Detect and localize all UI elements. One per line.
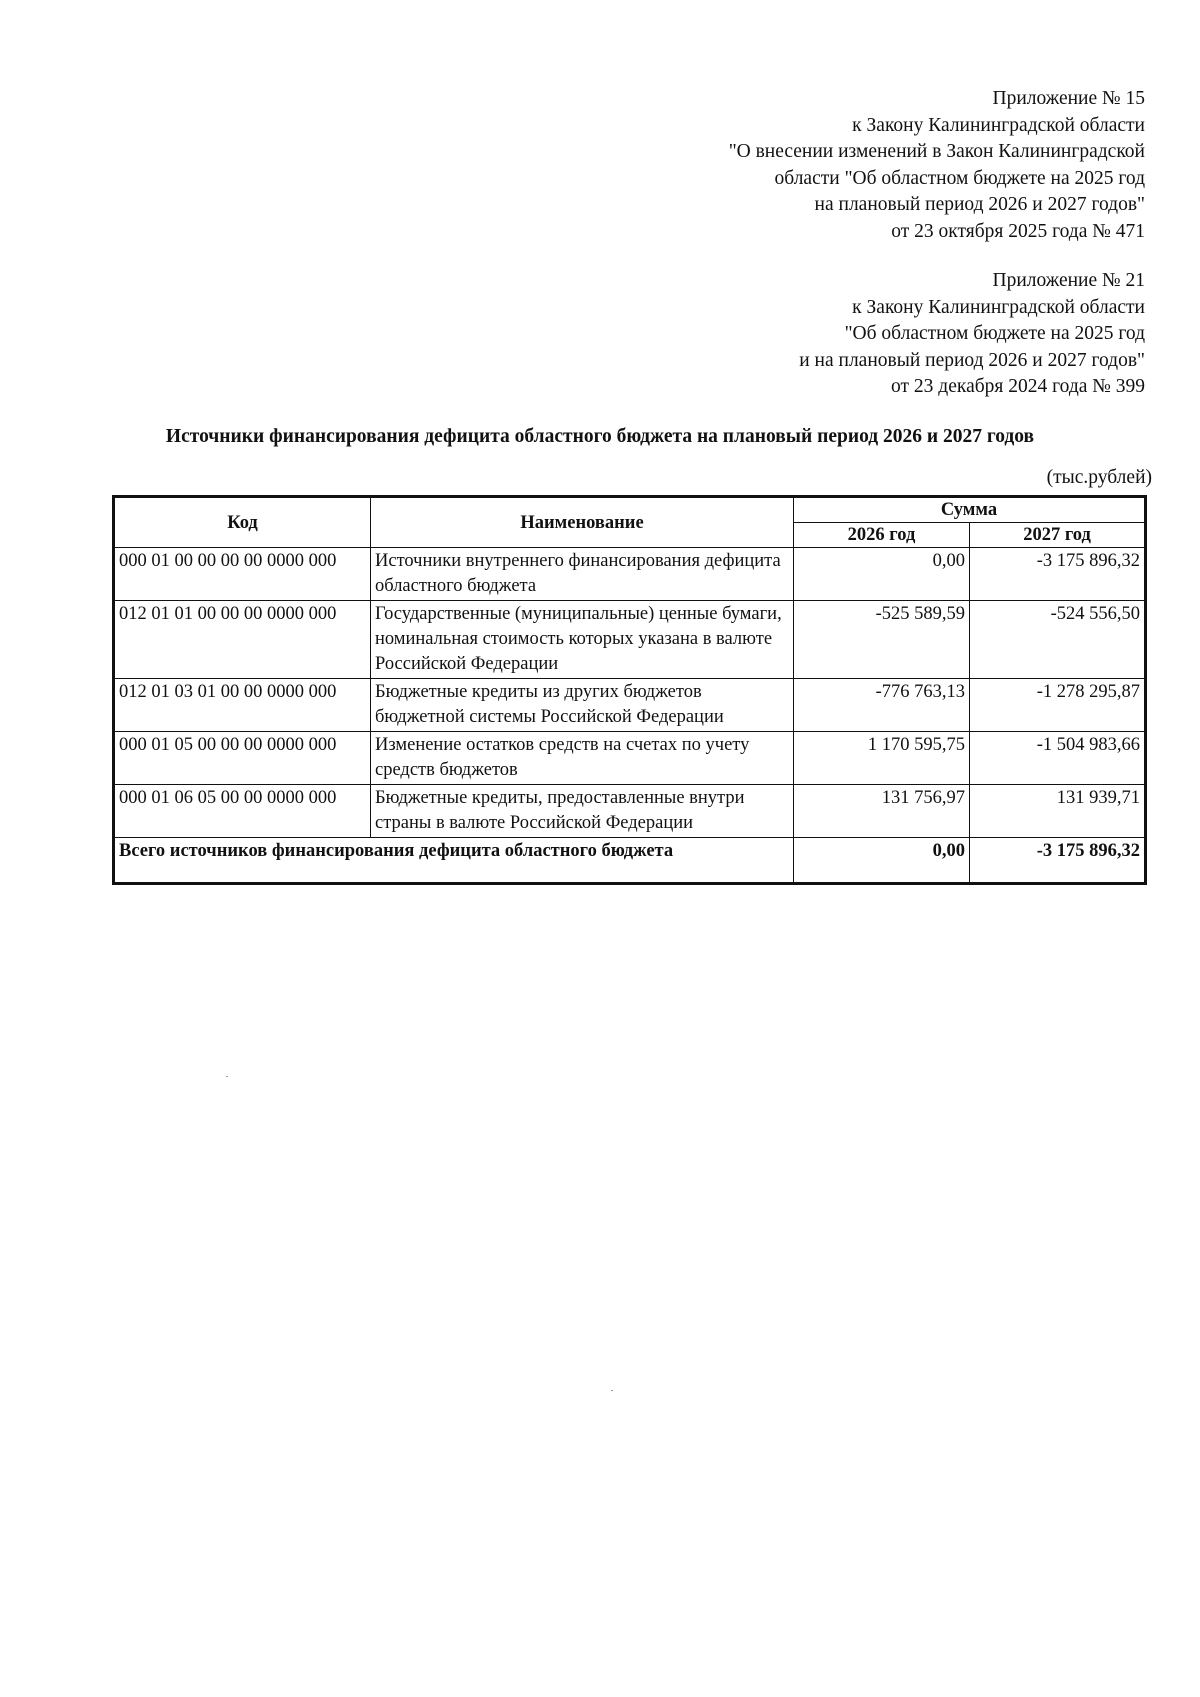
annex-header-original [799,268,1145,401]
unit-label: (тыс.рублей) [1046,467,1152,488]
amount-2027-cell: -524 556,50 [970,601,1146,679]
table-row [114,548,1146,601]
name-cell: Бюджетные кредиты, предоставленные внутри страны в валюте Российской Федерации [371,785,794,838]
total-label: Всего источников финансирования дефицита областного бюджета [114,838,794,884]
financing-sources-table [112,495,1147,885]
annex-line: Приложение № 15 [992,88,1145,109]
table-row [114,679,1146,732]
annex-line: области "Об областном бюджете на 2025 год [774,167,1145,189]
amount-2027-cell: 131 939,71 [970,785,1146,838]
total-2027-cell: -3 175 896,32 [970,838,1146,884]
amount-2027-cell: -3 175 896,32 [970,548,1146,601]
total-row [114,838,1146,884]
document-title: Источники финансирования дефицита областного бюджета на плановый период 2026 и 2027 годов [165,426,1035,447]
table-row [114,732,1146,785]
table-header-row [114,497,1146,523]
amount-2026-cell: 131 756,97 [794,785,970,838]
annex-line: на плановый период 2026 и 2027 годов" [814,194,1145,215]
annex-header-current [729,86,1145,245]
annex-line: от 23 декабря 2024 года № 399 [891,376,1145,397]
code-cell: 000 01 05 00 00 00 0000 000 [114,732,371,785]
code-cell: 000 01 06 05 00 00 0000 000 [114,785,371,838]
amount-2026-cell: 1 170 595,75 [794,732,970,785]
code-cell: 012 01 01 00 00 00 0000 000 [114,601,371,679]
amount-2026-cell: -776 763,13 [794,679,970,732]
header-2027: 2027 год [970,523,1146,548]
annex-line: "О внесении изменений в Закон Калининградской [728,141,1145,162]
name-cell: Источники внутреннего финансирования дефицита областного бюджета [371,548,794,601]
annex-line: и на плановый период 2026 и 2027 годов" [799,349,1145,371]
name-cell: Государственные (муниципальные) ценные бумаги, номинальная стоимость которых указана в валюте Российской Федерации [371,601,794,679]
scan-speck [226,1076,228,1077]
annex-line: "Об областном бюджете на 2025 год [844,323,1145,344]
annex-line: к Закону Калининградской области [852,114,1145,136]
code-cell: 000 01 00 00 00 00 0000 000 [114,548,371,601]
header-name: Наименование [371,497,794,548]
total-2026-cell: 0,00 [794,838,970,884]
header-code: Код [114,497,371,548]
header-sum: Сумма [794,497,1146,523]
amount-2027-cell: -1 504 983,66 [970,732,1146,785]
amount-2026-cell: -525 589,59 [794,601,970,679]
table-row [114,601,1146,679]
scan-speck [611,1390,613,1391]
amount-2026-cell: 0,00 [794,548,970,601]
annex-line: Приложение № 21 [992,270,1145,291]
annex-line: к Закону Калининградской области [852,296,1145,318]
name-cell: Изменение остатков средств на счетах по учету средств бюджетов [371,732,794,785]
amount-2027-cell: -1 278 295,87 [970,679,1146,732]
code-cell: 012 01 03 01 00 00 0000 000 [114,679,371,732]
name-cell: Бюджетные кредиты из других бюджетов бюджетной системы Российской Федерации [371,679,794,732]
header-2026: 2026 год [794,523,970,548]
table-row [114,785,1146,838]
annex-line: от 23 октября 2025 года № 471 [891,220,1145,242]
